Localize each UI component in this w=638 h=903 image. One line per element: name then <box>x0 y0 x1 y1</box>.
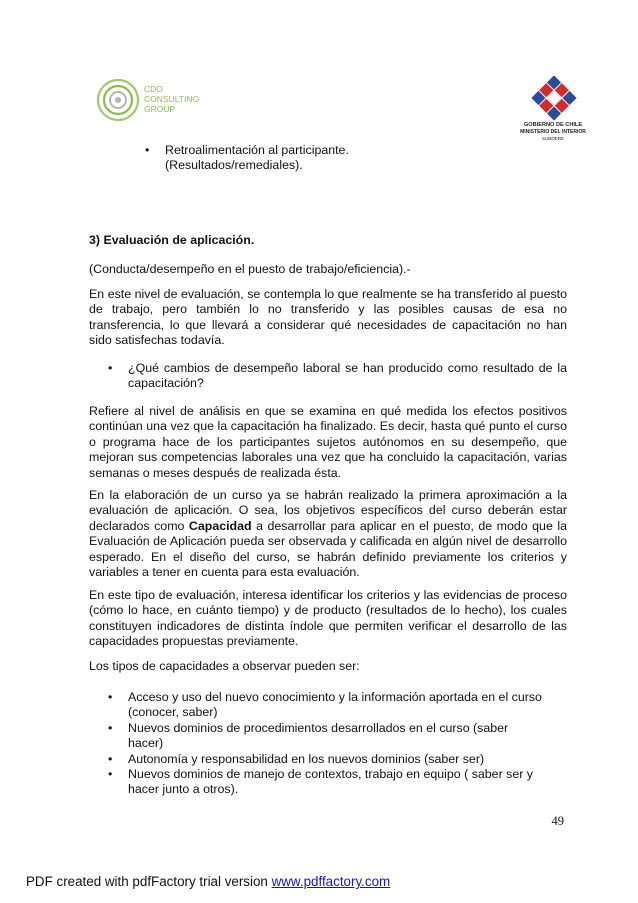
capacity-item: • Autonomía y responsabilidad en los nuevos dominios (saber ser) <box>106 752 546 767</box>
page-number: 49 <box>551 814 564 828</box>
pdffactory-link[interactable]: www.pdffactory.com <box>271 874 391 889</box>
chile-flag-emblem-icon <box>510 76 596 148</box>
intro-bullet-line1: Retroalimentación al participante. <box>165 143 349 157</box>
paragraph-analysis-level: Refiere al nivel de análisis en que se examina en qué medida los efectos positivos continúan una vez que la capacitación ha finalizado. Es decir, hasta qué punto el curso o programa hace de los participantes sujetos autónomos en su desempeño, que mejoran sus competencias laborales una vez que ha concluido la capacitación, varias semanas o meses después de realizada ésta. <box>89 404 567 480</box>
cdo-logo-line2: CONSULTING <box>144 94 200 104</box>
capacity-item: • Acceso y uso del nuevo conocimiento y la información aportada en el curso (conocer, saber) <box>106 690 546 721</box>
question-item: • ¿Qué cambios de desempeño laboral se han producido como resultado de la capacitación? <box>106 361 567 392</box>
capacidad-term: Capacidad <box>188 518 252 533</box>
question-bullet <box>106 361 567 392</box>
paragraph-capacity-types: Los tipos de capacidades a observar pueden ser: <box>89 659 360 673</box>
gov-logo-line1: GOBIERNO DE CHILE <box>523 122 583 128</box>
paragraph-criteria-evidence: En este tipo de evaluación, interesa identificar los criterios y las evidencias de proceso (cómo lo hace, en cuánto tiempo) y de producto (resultados de lo hecho), los cuales constituyen indicadores de distinta índole que permiten verificar el desarrollo de las capacidades propuestas previamente. <box>89 588 567 649</box>
capacity-item: • Nuevos dominios de manejo de contextos, trabajo en equipo ( saber ser y hacer junto a otros). <box>106 767 546 798</box>
capacities-list <box>106 690 546 798</box>
cdo-rings-icon <box>94 74 224 124</box>
cdo-logo-line1: CDO <box>144 84 163 94</box>
bullet-icon: • <box>145 143 150 157</box>
section-subtitle: (Conducta/desempeño en el puesto de trabajo/eficiencia).- <box>89 262 411 276</box>
intro-bullet <box>145 143 405 174</box>
section-title: 3) Evaluación de aplicación. <box>89 233 255 247</box>
cdo-logo-line3: GROUP <box>144 104 176 114</box>
pdffactory-footer <box>26 874 390 889</box>
cdo-consulting-logo <box>94 74 224 124</box>
gobierno-de-chile-logo <box>510 76 596 148</box>
intro-bullet-line2: (Resultados/remediales). <box>165 158 303 173</box>
question-list <box>106 361 567 392</box>
gov-logo-line2: MINISTERIO DEL INTERIOR <box>520 129 586 135</box>
paragraph-transfer: En este nivel de evaluación, se contempla lo que realmente se ha transferido al puesto de trabajo, pero también lo no transferido y las posibles causas de esa no transferencia, lo que llevará a considerar qué necesidades de capacitación no han sido satisfechas todavía. <box>89 287 567 348</box>
capacities-list-wrapper <box>106 690 546 798</box>
para3-after: a desarrollar para aplicar en el puesto, de modo que la Evaluación de Aplicación pueda ser observada y calificada en algún nivel de desarrollo esperado. En el diseño del curso, se habrán definido previamente los criterios y variables a tener en cuenta para esta evaluación. <box>89 518 567 580</box>
gov-logo-line3: SUBDERE <box>541 136 565 141</box>
footer-text: PDF created with pdfFactory trial version <box>26 874 272 889</box>
capacity-item: • Nuevos dominios de procedimientos desarrollados en el curso (saber hacer) <box>106 721 546 752</box>
para3-before: En la elaboración de un curso ya se habrán realizado la primera aproximación a la evaluación de aplicación. O sea, los objetivos específicos del curso deberán estar declarados como <box>89 488 567 533</box>
paragraph-course-design <box>89 488 567 580</box>
